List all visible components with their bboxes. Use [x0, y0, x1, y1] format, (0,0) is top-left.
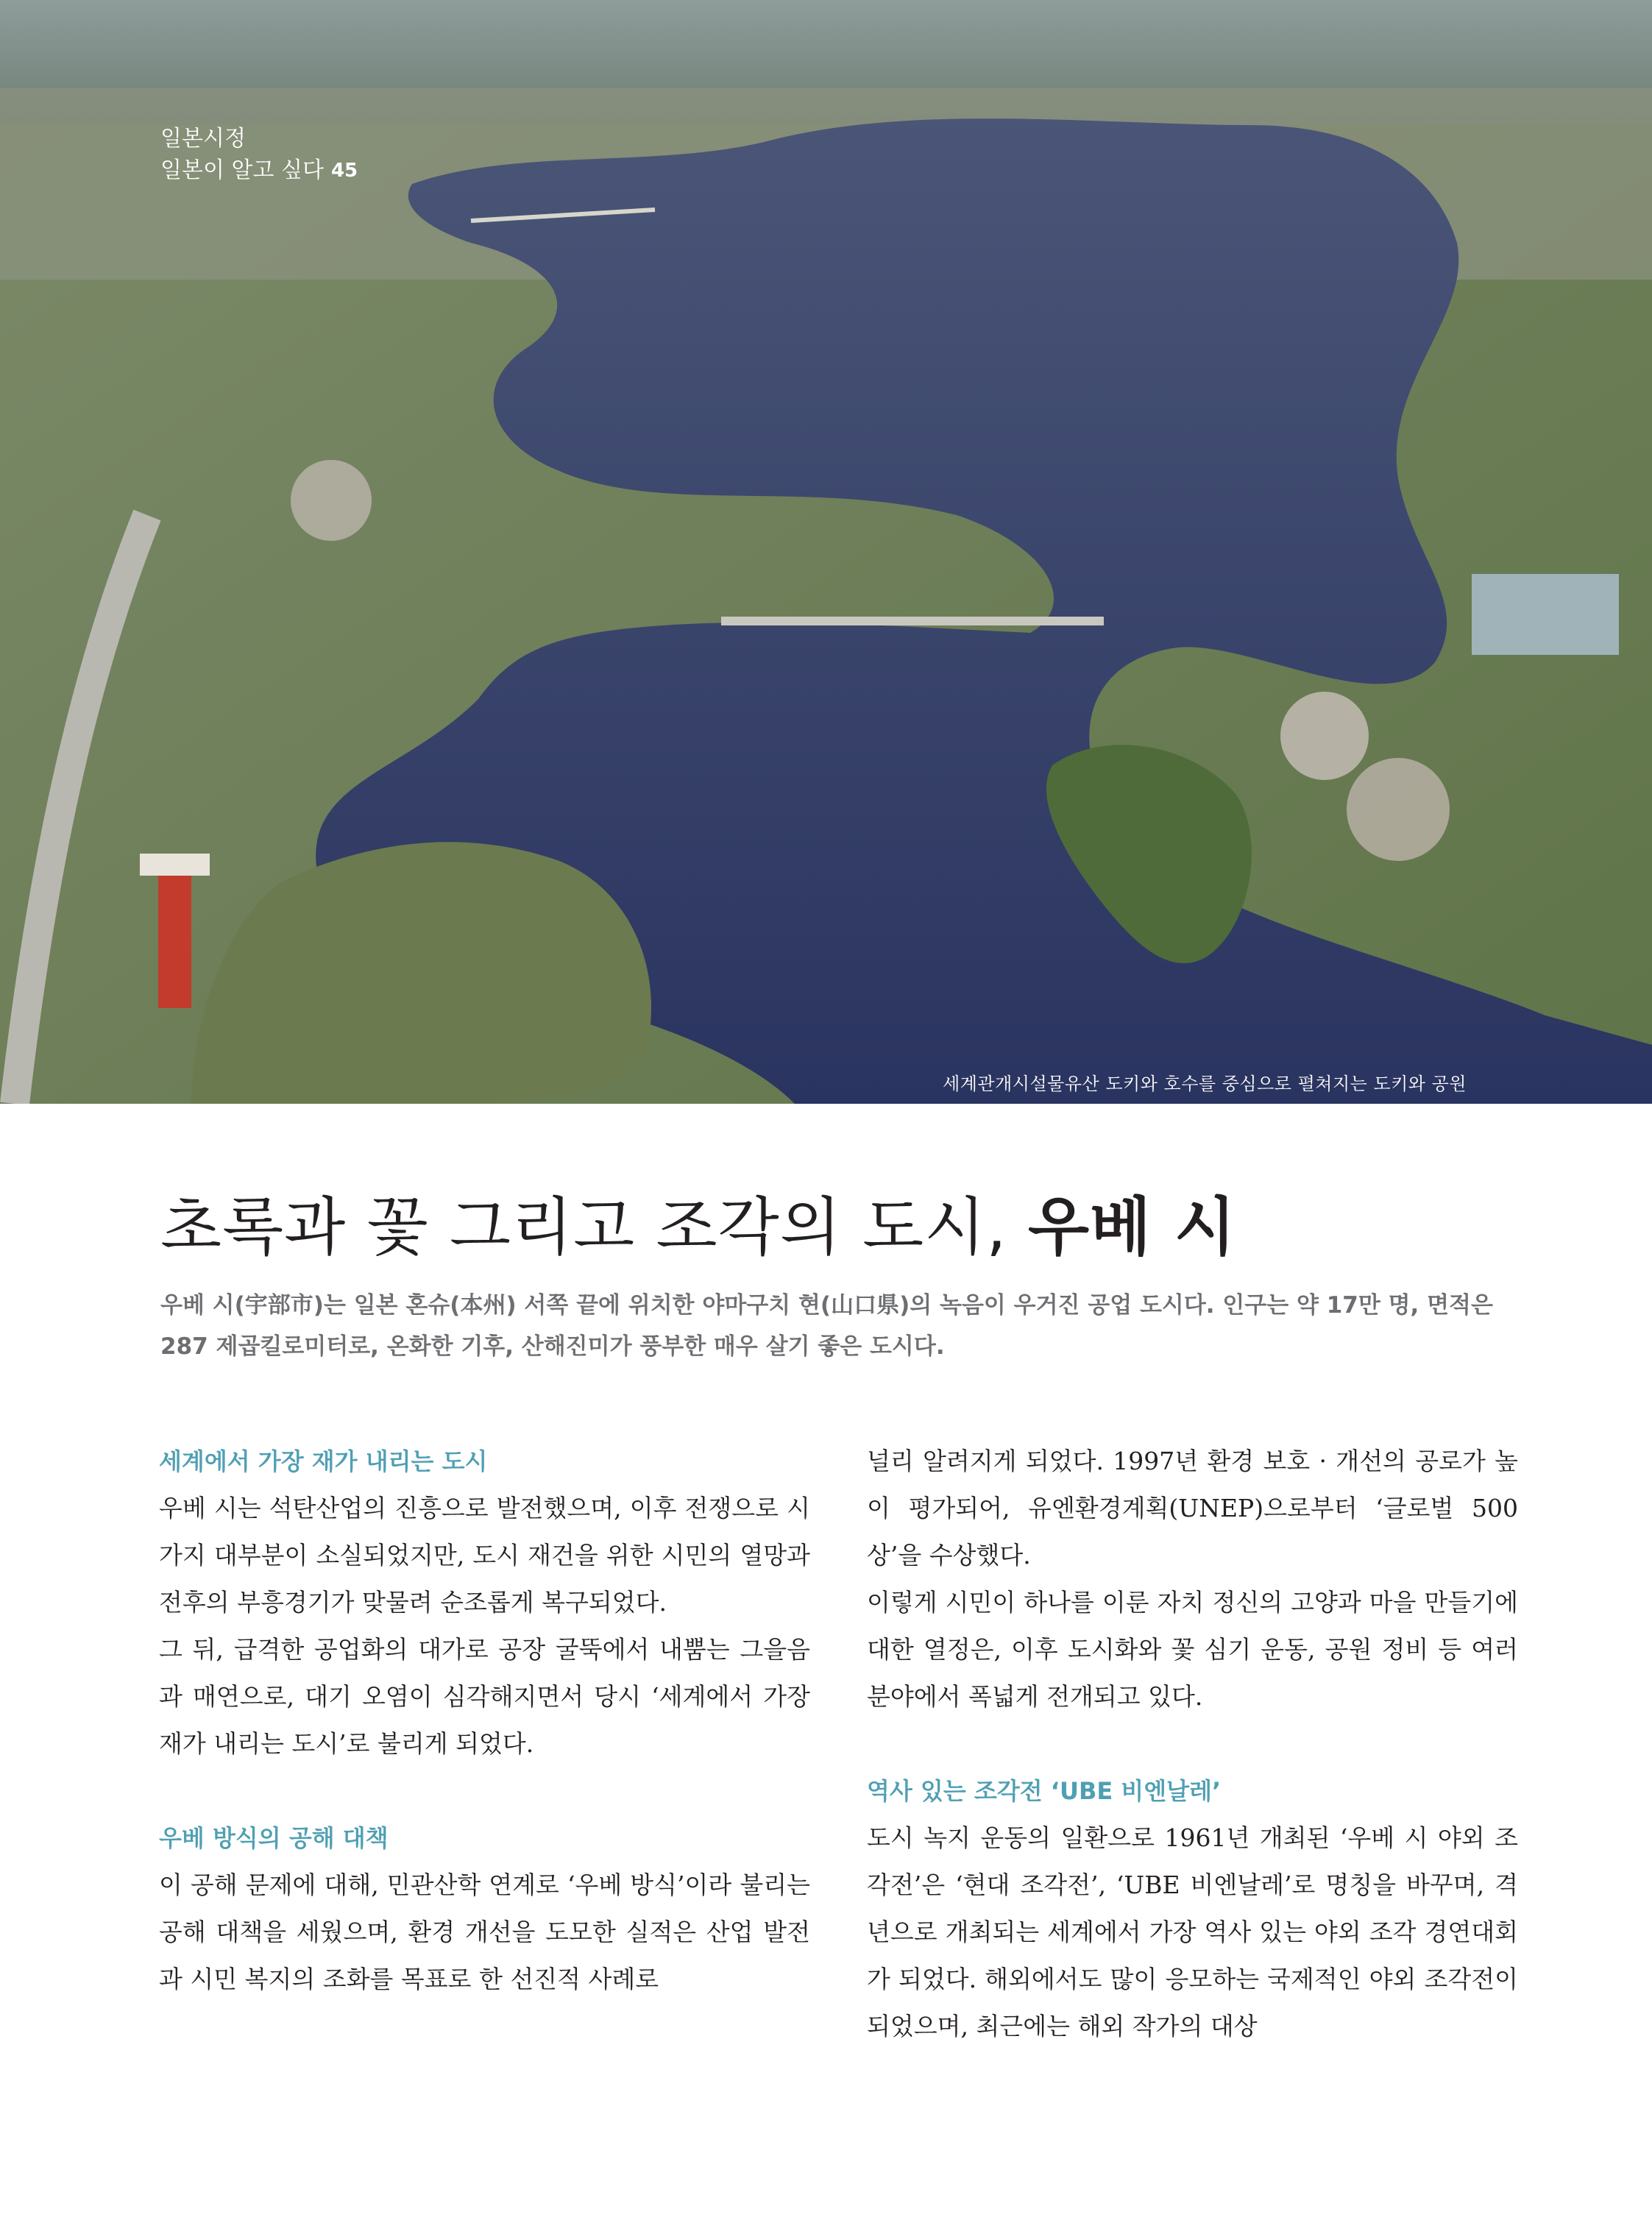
article-headline [160, 1191, 1236, 1264]
section-spacer [159, 1767, 810, 1815]
paragraph: 이렇게 시민이 하나를 이룬 자치 정신의 고양과 마을 만들기에 대한 열정은, 이후 도시화와 꽃 심기 운동, 공원 정비 등 여러 분야에서 폭넓게 전개되고 있다. [867, 1588, 1518, 1711]
headline-bold: 우베 시 [1027, 1191, 1237, 1264]
paragraph: 그 뒤, 급격한 공업화의 대가로 공장 굴뚝에서 내뿜는 그을음과 매연으로, 대기 오염이 심각해지면서 당시 ‘세계에서 가장 재가 내리는 도시’로 불리게 되었다. [159, 1635, 810, 1758]
page-number: 45 [330, 160, 358, 182]
lead-paragraph: 우베 시(宇部市)는 일본 혼슈(本州) 서쪽 끝에 위치한 야마구치 현(山口県)의 녹음이 우거진 공업 도시다. 인구는 약 17만 명, 면적은 287 제곱킬로미터로, 온화한 기후, 산해진미가 풍부한 매우 살기 좋은 도시다. [160, 1292, 1493, 1360]
paragraph: 이 공해 문제에 대해, 민관산학 연계로 ‘우베 방식’이라 불리는 공해 대책을 세웠으며, 환경 개선을 도모한 실적은 산업 발전과 시민 복지의 조화를 목표로 한 선진적 사례로 [159, 1870, 810, 1993]
section-spacer [867, 1720, 1518, 1767]
right-column [867, 1438, 1518, 2050]
paragraph: 도시 녹지 운동의 일환으로 1961년 개최된 ‘우베 시 야외 조각전’은 ‘현대 조각전’, ‘UBE 비엔날레’로 명칭을 바꾸며, 격년으로 개최되는 세계에서 가장 역사 있는 야외 조각 경연대회가 되었다. 해외에서도 많이 응모하는 국제적인 야외 조각전이 되었으며, 최근에는 해외 작가의 대상 [867, 1823, 1518, 2040]
photo-caption: 세계관개시설물유산 도키와 호수를 중심으로 펼쳐지는 도키와 공원 [943, 1074, 1467, 1094]
headline-regular: 초록과 꽃 그리고 조각의 도시, [160, 1191, 1028, 1264]
series-subtitle-line [160, 155, 358, 187]
series-header [160, 124, 358, 187]
aerial-photo [0, 0, 1652, 1104]
left-column [159, 1438, 810, 2003]
paragraph: 널리 알려지게 되었다. 1997년 환경 보호 · 개선의 공로가 높이 평가되어, 유엔환경계획(UNEP)으로부터 ‘글로벌 500상’을 수상했다. [867, 1447, 1518, 1570]
paragraph: 우베 시는 석탄산업의 진흥으로 발전했으며, 이후 전쟁으로 시가지 대부분이 소실되었지만, 도시 재건을 위한 시민의 열망과 전후의 부흥경기가 맞물려 순조롭게 복구되었다. [159, 1494, 810, 1617]
series-title: 일본시정 [160, 126, 246, 152]
section-title-ube-method: 우베 방식의 공해 대책 [159, 1824, 389, 1852]
series-subtitle: 일본이 알고 싶다 [160, 157, 324, 183]
section-title-ash-city: 세계에서 가장 재가 내리는 도시 [159, 1447, 488, 1475]
section-title-ube-biennale: 역사 있는 조각전 ‘UBE 비엔날레’ [867, 1777, 1222, 1805]
